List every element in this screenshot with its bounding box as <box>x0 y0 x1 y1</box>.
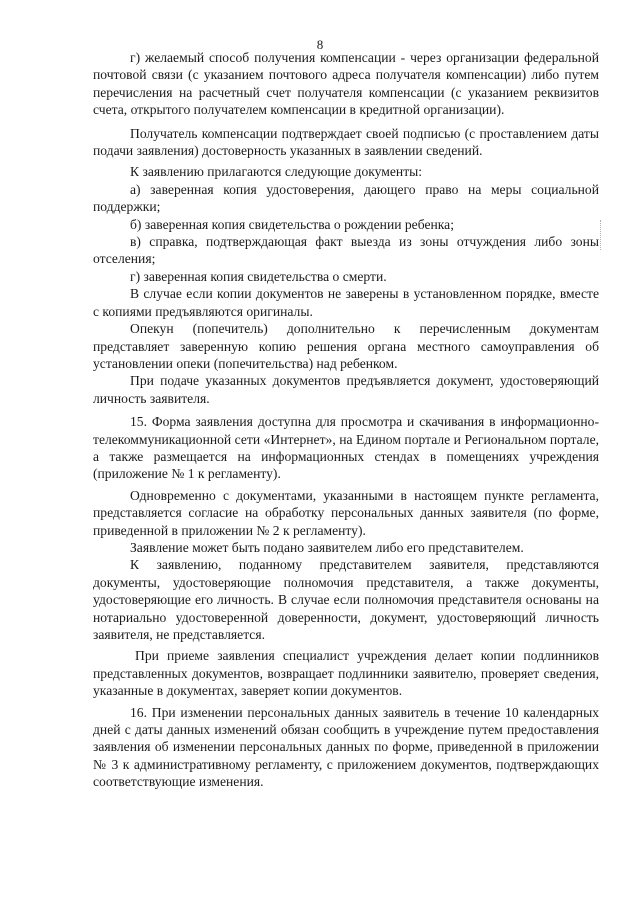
paragraph-compensation-method: г) желаемый способ получения компенсации - через организации федеральной почтовой связи (с указанием почтового адреса получателя компенсации) либо путем перечисления на расчетный счет получателя компенсации (с указанием реквизитов счета, открытого получателем компенсации в кредитной организации). <box>93 50 599 118</box>
paragraph-personal-data-consent: Одновременно с документами, указанными в настоящем пункте регламента, представляется согласие на обработку персональных данных заявителя (по форме, приведенной в приложении № 2 к регламенту). <box>93 487 599 538</box>
paragraph-specialist-copies: При приеме заявления специалист учреждения делает копии подлинников представленных документов, возвращает подлинники заявителю, проверяет сведения, указанные в документах, заверяет копии документов. <box>93 648 599 699</box>
document-body <box>93 49 599 791</box>
paragraph-representative-documents: К заявлению, поданному представителем заявителя, представляются документы, удостоверяющие полномочия представителя, а также документы, удостоверяющие его личность. В случае если полномочия представителя основаны на нотариально удостоверенной доверенности, документ, удостоверяющий личность заявителя, не представляется. <box>93 557 599 642</box>
paragraph-section-15: 15. Форма заявления доступна для просмотра и скачивания в информационно-телекоммуникационной сети «Интернет», на Едином портале и Региональном портале, а также размещается на информационных стендах в помещениях учреждения (приложение № 1 к регламенту). <box>93 414 599 482</box>
paragraph-section-16: 16. При изменении персональных данных заявитель в течение 10 календарных дней с даты данных изменений обязан сообщить в учреждение путем предоставления заявления об изменении персональных данных по форме, приведенной в приложении № 3 к административному регламенту, с приложением документов, подтверждающих соответствующие изменения. <box>93 704 599 790</box>
paragraph-representative: Заявление может быть подано заявителем либо его представителем. <box>130 539 524 555</box>
margin-scan-mark <box>600 220 602 250</box>
paragraph-recipient-signature: Получатель компенсации подтверждает своей подписью (с проставлением даты подачи заявления) достоверность указанных в заявлении сведений. <box>93 125 599 159</box>
paragraph-guardian: Опекун (попечитель) дополнительно к перечисленным документам представляет заверенную копию решения органа местного самоуправления об установлении опеки (попечительства) над ребенком. <box>93 321 599 371</box>
page-number: 8 <box>316 37 324 52</box>
list-item-g: г) заверенная копия свидетельства о смерти. <box>130 268 387 284</box>
paragraph-identity-document: При подаче указанных документов предъявляется документ, удостоверяющий личность заявителя. <box>93 373 599 406</box>
list-item-v: в) справка, подтверждающая факт выезда из зоны отчуждения либо зоны отселения; <box>93 234 599 267</box>
list-item-b: б) заверенная копия свидетельства о рождении ребенка; <box>130 216 454 232</box>
list-item-a: а) заверенная копия удостоверения, дающего право на меры социальной поддержки; <box>93 181 599 215</box>
paragraph-uncertified-copies: В случае если копии документов не заверены в установленном порядке, вместе с копиями предъявляются оригиналы. <box>93 286 599 319</box>
paragraph-attached-documents-intro: К заявлению прилагаются следующие документы: <box>130 164 423 180</box>
